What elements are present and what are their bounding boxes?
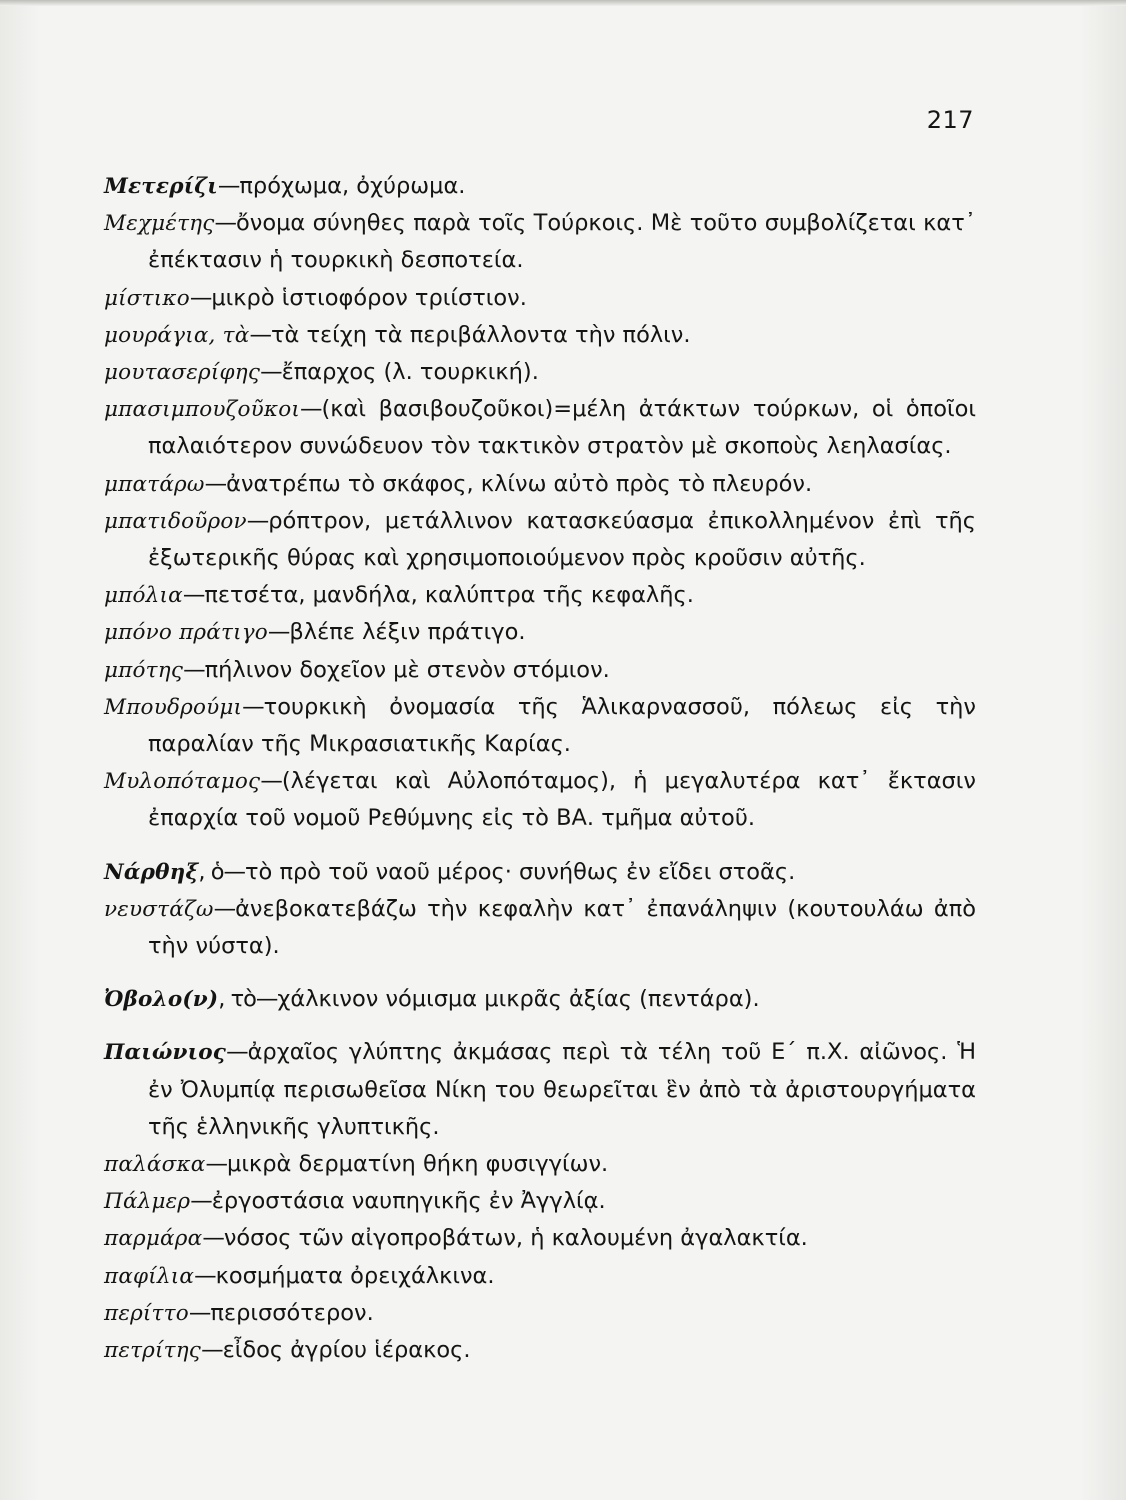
glossary-entry [104,1332,976,1369]
entry-definition: τὸ πρὸ τοῦ ναοῦ μέρος· συνήθως ἐν εἴδει στοᾶς. [244,858,796,885]
glossary-entry [104,1183,976,1220]
glossary-entry [104,652,976,689]
entry-headword: παλάσκα [104,1152,206,1178]
entry-definition: πετσέτα, μανδήλα, καλύπτρα τῆς κεφαλῆς. [204,582,694,609]
entry-separator: — [260,359,282,386]
entry-definition: μικρὸ ἱστιοφόρον τριίστιον. [211,284,527,311]
entry-headword: Μυλοπόταμος [104,769,261,795]
glossary-entry [104,317,976,354]
entry-definition: ἐργοστάσια ναυπηγικῆς ἐν Ἀγγλίᾳ. [211,1188,606,1215]
entry-separator: — [300,396,322,423]
entry-definition: χάλκινον νόμισμα μικρᾶς ἀξίας (πεντάρα). [277,986,760,1013]
entry-headword: μπασιμπουζοῦκοι [104,397,300,423]
glossary-entries [104,168,976,1369]
entry-headword: μπατιδοῦρον [104,508,247,534]
glossary-entry [104,1146,976,1183]
page-number: 217 [926,106,974,134]
entry-definition: (καὶ βασιβουζοῦκοι)=μέλη ἀτάκτων τούρκων, οἱ ὁποῖοι παλαιότερον συνώδευον τὸν τακτικὸν στρατὸν μὲ σκοποὺς λεηλασίας. [148,396,976,460]
entry-definition: ρόπτρον, μετάλλινον κατασκεύασμα ἐπικολλημένον ἐπὶ τῆς ἐξωτερικῆς θύρας καὶ χρησιμοποιούμενον πρὸς κροῦσιν αὐτῆς. [148,507,976,572]
entry-separator: — [202,1225,224,1252]
entry-separator: — [190,1188,212,1215]
entry-definition: ἔπαρχος (λ. τουρκική). [281,359,539,386]
entry-definition: τὰ τείχη τὰ περιβάλλοντα τὴν πόλιν. [270,321,691,348]
entry-separator: , ὁ— [198,858,245,885]
entry-separator: — [260,768,282,795]
glossary-entry [104,503,976,577]
glossary-entry [104,1220,976,1257]
glossary-entry [104,854,976,891]
entry-definition: τουρκικὴ ὀνομασία τῆς Ἁλικαρνασσοῦ, πόλεως εἰς τὴν παραλίαν τῆς Μικρασιατικῆς Καρίας. [148,693,976,758]
entry-separator: — [204,470,227,497]
entry-headword: Μεχμέτης [104,211,215,237]
entry-headword: Παιώνιος [104,1040,227,1066]
glossary-entry [104,466,976,503]
entry-headword: Ὀβολο(ν) [104,987,219,1013]
entry-definition: πήλινον δοχεῖον μὲ στενὸν στόμιον. [204,656,610,683]
entry-separator: — [205,1151,227,1178]
entry-separator: — [194,1262,216,1289]
entry-separator: — [183,656,205,683]
glossary-entry [104,689,976,763]
entry-definition: (λέγεται καὶ Αὐλοπόταμος), ἡ μεγαλυτέρα κατ᾿ ἔκτασιν ἐπαρχία τοῦ νομοῦ Ρεθύμνης εἰς τὸ ΒΑ. τμῆμα αὐτοῦ. [148,768,976,832]
entry-headword: μίστικο [104,285,190,311]
entry-separator: — [201,1337,223,1364]
entry-definition: νόσος τῶν αἰγοπροβάτων, ἡ καλουμένη ἀγαλακτία. [223,1225,808,1252]
glossary-entry [104,280,976,317]
glossary-entry [104,168,976,205]
entry-headword: πετρίτης [104,1338,202,1364]
entry-separator: — [267,619,290,646]
entry-headword: μουτασερίφης [104,360,261,386]
entry-headword: Νάρθηξ [104,859,199,885]
glossary-entry [104,763,976,837]
entry-definition: πρόχωμα, ὀχύρωμα. [239,173,466,199]
entry-separator: — [213,895,236,922]
glossary-entry [104,891,976,965]
entry-separator: — [246,507,269,534]
glossary-entry [104,391,976,465]
entry-separator: — [226,1039,248,1066]
entry-headword: μπατάρω [104,471,205,497]
entry-headword: Πάλμερ [104,1189,191,1215]
glossary-entry [104,354,976,391]
entry-headword: μπόνο πράτιγο [104,620,268,646]
entry-separator: — [214,210,237,237]
entry-headword: περίττο [104,1300,189,1326]
glossary-entry [104,1034,976,1146]
entry-separator: — [188,1299,211,1326]
entry-definition: ὄνομα σύνηθες παρὰ τοῖς Τούρκοις. Μὲ τοῦτο συμβολίζεται κατ᾿ ἐπέκτασιν ἡ τουρκικὴ δεσποτεία. [148,210,976,274]
entry-separator: — [189,284,212,311]
glossary-entry [104,1295,976,1332]
entry-separator: — [217,173,240,199]
entry-headword: Μετερίζι [104,174,218,199]
glossary-entry [104,1258,976,1295]
entry-definition: εἶδος ἀγρίου ἱέρακος. [222,1337,471,1364]
entry-separator: — [249,321,271,348]
entry-separator: — [182,582,205,609]
entry-definition: μικρὰ δερματίνη θήκη φυσιγγίων. [227,1151,609,1178]
entry-definition: βλέπε λέξιν πράτιγο. [289,619,526,646]
glossary-entry [104,981,976,1018]
glossary-entry [104,614,976,651]
entry-separator: , τὸ— [218,986,278,1013]
entry-headword: μπόλια [104,583,183,609]
entry-separator: — [242,693,264,720]
page-top-edge [0,0,1126,6]
entry-headword: μουράγια, τὰ [104,322,250,348]
glossary-entry [104,205,976,279]
entry-headword: παφίλια [104,1263,195,1289]
glossary-entry [104,577,976,614]
entry-headword: παρμάρα [104,1226,203,1252]
entry-definition: περισσότερον. [210,1299,374,1326]
entry-headword: μπότης [104,657,184,683]
entry-definition: ἀνεβοκατεβάζω τὴν κεφαλὴν κατ᾿ ἐπανάληψιν (κουτουλάω ἀπὸ τὴν νύστα). [148,895,976,960]
entry-definition: ἀρχαῖος γλύπτης ἀκμάσας περὶ τὰ τέλη τοῦ Ε΄ π.Χ. αἰῶνος. Ἡ ἐν Ὀλυμπίᾳ περισωθεῖσα Νίκη του θεωρεῖται ἓν ἀπὸ τὰ ἀριστουργήματα τῆς ἑλληνικῆς γλυπτικῆς. [148,1039,976,1140]
entry-headword: Μπουδρούμι [104,694,243,720]
entry-definition: ἀνατρέπω τὸ σκάφος, κλίνω αὐτὸ πρὸς τὸ πλευρόν. [226,470,813,497]
entry-headword: νευστάζω [104,896,214,922]
entry-definition: κοσμήματα ὀρειχάλκινα. [215,1262,495,1289]
